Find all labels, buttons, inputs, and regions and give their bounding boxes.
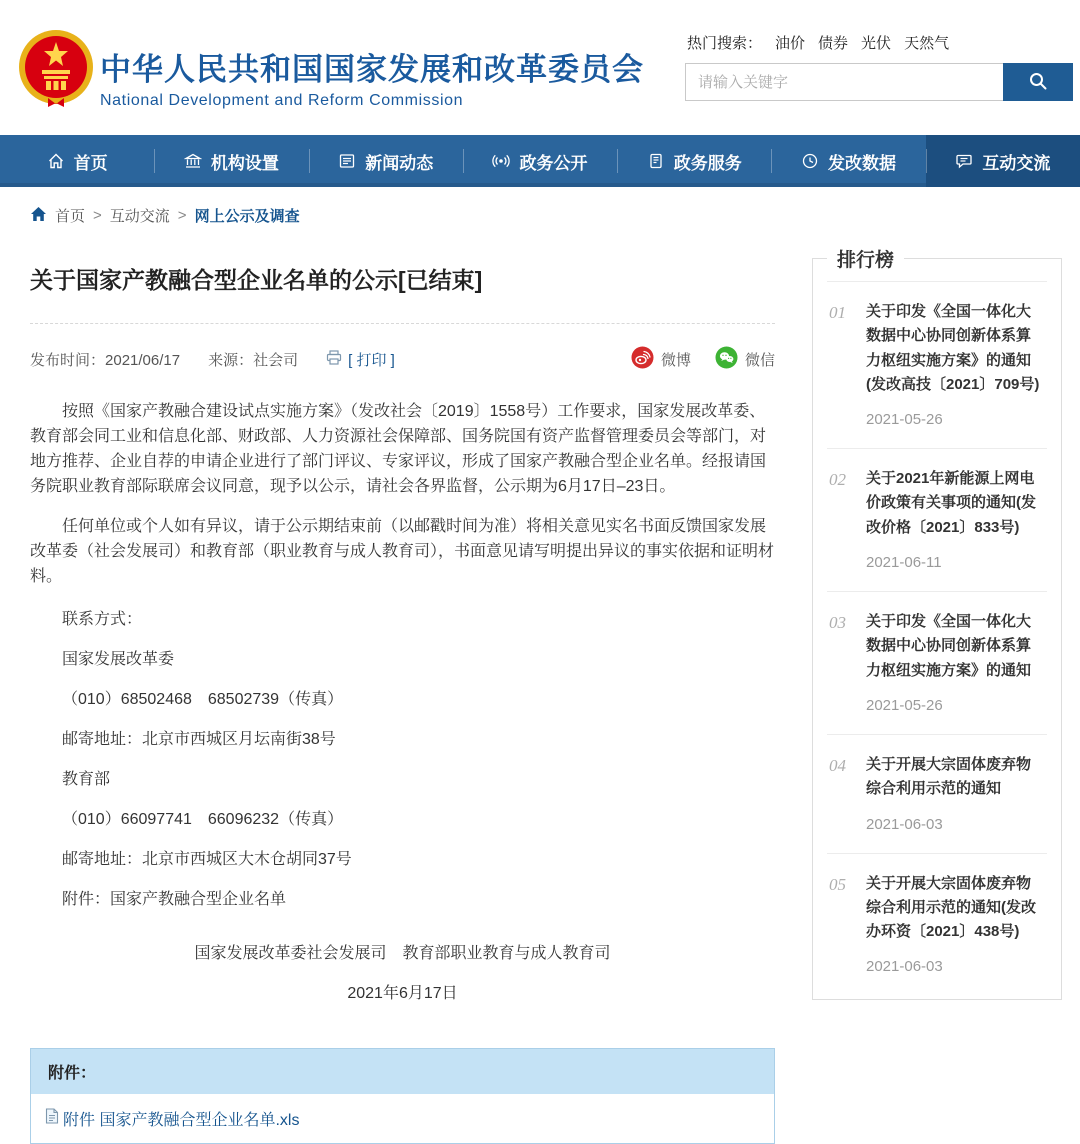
main-nav <box>0 135 1080 187</box>
source-value: 社会司 <box>253 352 299 369</box>
search-button[interactable] <box>1003 63 1073 101</box>
share-wechat-label: 微信 <box>744 352 775 369</box>
home-icon <box>47 152 65 170</box>
hot-search-item[interactable]: 天然气 <box>904 35 950 52</box>
main-wrap <box>0 226 1080 1144</box>
search-icon <box>1028 71 1048 94</box>
breadcrumb-separator: > <box>177 207 187 224</box>
attachment-box-header: 附件： <box>31 1049 774 1094</box>
attachment-file-link[interactable] <box>45 1107 299 1130</box>
rank-item-date: 2021-06-03 <box>866 958 943 976</box>
rank-item-date: 2021-05-26 <box>866 411 943 429</box>
nav-label: 新闻动态 <box>365 153 434 173</box>
site-header <box>0 0 1080 135</box>
rank-item-title: 关于印发《全国一体化大数据中心协同创新体系算力枢纽实施方案》的通知 <box>866 613 1032 679</box>
contact-org-moe: 教育部 <box>62 771 111 788</box>
contact-org-ndrc: 国家发展改革委 <box>62 651 175 668</box>
site-title-cn: 中华人民共和国国家发展和改革委员会 <box>100 52 644 87</box>
weibo-icon <box>631 346 654 373</box>
nav-item-home[interactable] <box>0 135 154 187</box>
hot-search-item[interactable]: 光伏 <box>861 35 892 52</box>
site-title-en: National Development and Reform Commission <box>100 92 464 109</box>
print-label: [ 打印 ] <box>348 352 395 369</box>
news-icon <box>338 152 356 170</box>
share-group <box>631 346 775 373</box>
print-button[interactable] <box>326 349 395 370</box>
clock-icon <box>801 152 819 170</box>
nav-label: 互动交流 <box>982 153 1051 173</box>
publish-date-value: 2021/06/17 <box>105 352 181 369</box>
printer-icon <box>326 350 342 369</box>
contact-phone-moe: （010）66097741 66096232（传真） <box>62 811 344 828</box>
rank-item-date: 2021-06-03 <box>866 815 943 833</box>
file-icon <box>45 1108 59 1129</box>
nav-label: 发改数据 <box>828 153 897 173</box>
rank-item-date: 2021-05-26 <box>866 696 943 714</box>
breadcrumb-current[interactable]: 网上公示及调查 <box>194 208 300 225</box>
ranking-item-5[interactable] <box>827 853 1047 996</box>
rank-body <box>866 753 1045 833</box>
nav-label: 机构设置 <box>210 153 279 173</box>
page-title: 关于国家产教融合型企业名单的公示[已结束] <box>30 267 483 293</box>
attachment-box-body <box>31 1094 774 1143</box>
rank-item-title: 关于2021年新能源上网电价政策有关事项的通知(发改价格〔2021〕833号) <box>866 470 1036 536</box>
rank-number: 02 <box>829 470 846 490</box>
paragraph: 任何单位或个人如有异议，请于公示期结束前（以邮戳时间为准）将相关意见实名书面反馈国家发展改革委（社会发展司）和教育部（职业教育与成人教育司），书面意见请写明提出异议的事实依据和证明材料。 <box>30 518 775 585</box>
ranking-item-4[interactable] <box>827 734 1047 853</box>
nav-label: 政务公开 <box>519 153 588 173</box>
site-title <box>100 44 644 110</box>
breadcrumb <box>30 205 1080 226</box>
rank-body <box>866 300 1045 428</box>
search-input[interactable] <box>685 63 1003 101</box>
signature-departments: 国家发展改革委社会发展司 教育部职业教育与成人教育司 <box>194 945 611 962</box>
ranking-title: 排行榜 <box>827 245 904 272</box>
home-icon <box>30 206 47 226</box>
share-wechat-button[interactable] <box>715 346 775 373</box>
ranking-box <box>812 250 1062 1000</box>
paragraph: 按照《国家产教融合建设试点实施方案》（发改社会〔2019〕1558号）工作要求，国家发展改革委、教育部会同工业和信息化部、财政部、人力资源社会保障部、国务院国有资产监督管理委员会等部门，对地方推荐、企业自荐的申请企业进行了部门评议、专家评议，形成了国家产教融合型企业名单。经报请国务院职业教育部际联席会议同意，现予以公示，请社会各界监督，公示期为6月17日–23日。 <box>30 403 767 495</box>
nav-item-organization[interactable] <box>154 135 308 187</box>
breadcrumb-interaction[interactable]: 互动交流 <box>109 208 170 225</box>
national-emblem-logo <box>18 28 94 115</box>
attachment-note: 附件：国家产教融合型企业名单 <box>62 891 287 908</box>
nav-item-gov-openness[interactable] <box>463 135 617 187</box>
ranking-item-2[interactable] <box>827 448 1047 591</box>
dashed-divider <box>30 323 775 324</box>
rank-item-title: 关于开展大宗固体废弃物综合利用示范的通知(发改办环资〔2021〕438号) <box>866 874 1036 941</box>
attachment-file-name: 附件 国家产教融合型企业名单.xls <box>63 1112 300 1129</box>
nav-label: 首页 <box>73 153 108 173</box>
nav-item-gov-services[interactable] <box>617 135 771 187</box>
rank-item-title: 关于印发《全国一体化大数据中心协同创新体系算力枢纽实施方案》的通知(发改高技〔2021〕709号) <box>866 303 1040 393</box>
publish-date-label: 发布时间： <box>30 352 106 369</box>
signature-date: 2021年6月17日 <box>347 985 458 1002</box>
rank-number: 04 <box>829 755 846 775</box>
article-meta <box>30 346 775 373</box>
contact-address-ndrc: 邮寄地址：北京市西城区月坛南街38号 <box>62 731 336 748</box>
nav-item-ndrc-data[interactable] <box>771 135 925 187</box>
nav-item-news[interactable] <box>309 135 463 187</box>
hot-search-label: 热门搜索： <box>687 35 763 52</box>
rank-item-date: 2021-06-11 <box>866 554 942 572</box>
rank-body <box>866 872 1045 976</box>
article-content <box>30 226 775 1144</box>
rank-body <box>866 610 1045 714</box>
nav-label: 政务服务 <box>673 153 742 173</box>
source-label: 来源： <box>208 352 254 369</box>
attachment-box <box>30 1048 775 1144</box>
contact-address-moe: 邮寄地址：北京市西城区大木仓胡同37号 <box>62 851 352 868</box>
share-weibo-label: 微博 <box>660 352 691 369</box>
hot-search-item[interactable]: 油价 <box>775 35 806 52</box>
ranking-item-1[interactable] <box>827 281 1047 448</box>
share-weibo-button[interactable] <box>631 346 691 373</box>
nav-item-interaction[interactable] <box>926 135 1080 187</box>
wechat-icon <box>715 346 738 373</box>
rank-number: 03 <box>829 613 846 633</box>
contact-heading: 联系方式： <box>62 611 143 628</box>
ranking-item-3[interactable] <box>827 591 1047 734</box>
hot-search-item[interactable]: 债券 <box>818 35 849 52</box>
sidebar <box>812 226 1062 1000</box>
article-body <box>30 399 775 916</box>
hot-search <box>685 32 1073 53</box>
rank-body <box>866 467 1045 571</box>
bank-icon <box>184 152 202 170</box>
publish-date <box>30 349 180 370</box>
breadcrumb-home[interactable]: 首页 <box>55 208 86 225</box>
signature-block <box>30 940 775 1008</box>
broadcast-icon <box>492 152 510 170</box>
rank-number: 01 <box>829 303 846 322</box>
chat-icon <box>955 152 973 170</box>
breadcrumb-separator: > <box>93 207 102 224</box>
rank-item-title: 关于开展大宗固体废弃物综合利用示范的通知 <box>866 755 1032 798</box>
document-icon <box>647 152 665 170</box>
search-area <box>685 32 1073 101</box>
rank-number: 05 <box>829 874 846 894</box>
source <box>208 349 298 370</box>
search-box <box>685 63 1073 101</box>
contact-phone-ndrc: （010）68502468 68502739（传真） <box>62 691 344 708</box>
